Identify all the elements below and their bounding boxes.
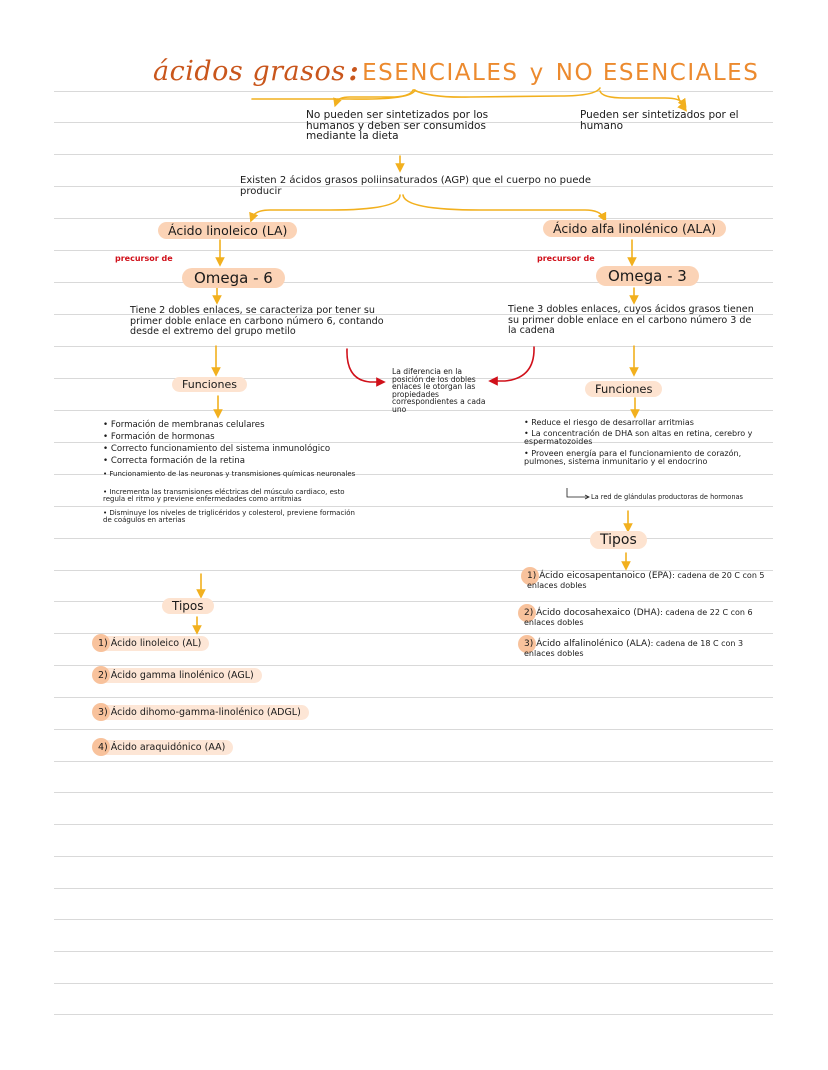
rule-line	[54, 538, 773, 539]
type-item-epa: 1) Ácido eicosapentanoico (EPA): cadena de 20 C con 5 enlaces dobles	[527, 571, 777, 590]
intro-text: Existen 2 ácidos grasos poliinsaturados (AGP) que el cuerpo no puede producir	[240, 175, 592, 197]
rule-line	[54, 154, 773, 155]
title-non-essential: NO ESENCIALES	[555, 60, 760, 86]
rule-line	[54, 91, 773, 92]
acid-ala-label: Ácido alfa linolénico (ALA)	[543, 220, 726, 237]
endocrine-note: La red de glándulas productoras de hormonas	[591, 493, 743, 501]
precursor-label-right: precursor de	[537, 254, 595, 263]
function-item: • Reduce el riesgo de desarrollar arritmias	[524, 418, 694, 427]
title-main: ácidos grasos	[153, 56, 346, 87]
type-item-al: 1) Ácido linoleico (AL)	[98, 638, 201, 649]
function-item: • Funcionamiento de las neuronas y transmisiones químicas neuronales	[103, 470, 356, 478]
rule-line	[54, 761, 773, 762]
omega-6-label: Omega - 6	[182, 268, 285, 288]
rule-line	[54, 697, 773, 698]
rule-line	[54, 1014, 773, 1015]
title-conj: y	[529, 60, 545, 86]
acid-la-label: Ácido linoleico (LA)	[158, 222, 297, 239]
rule-line	[54, 346, 773, 347]
rule-line	[54, 951, 773, 952]
precursor-label-left: precursor de	[115, 254, 173, 263]
difference-note: La diferencia en la posición de los dobles enlaces le otorgan las propiedades correspondientes a cada uno	[392, 367, 486, 414]
functions-title-left: Funciones	[172, 377, 247, 392]
types-title-right: Tipos	[590, 531, 647, 549]
omega-3-label: Omega - 3	[596, 266, 699, 286]
rule-line	[54, 665, 773, 666]
title-essential: ESENCIALES	[362, 60, 519, 86]
title-colon: :	[348, 56, 360, 87]
rule-line	[54, 983, 773, 984]
rule-line	[54, 856, 773, 857]
type-item-adgl: 3) Ácido dihomo-gamma-linolénico (ADGL)	[98, 707, 301, 718]
function-item: • Correcto funcionamiento del sistema inmunológico	[103, 444, 331, 454]
function-item: • La concentración de DHA son altas en retina, cerebro y espermatozoides	[524, 429, 753, 446]
functions-title-right: Funciones	[585, 381, 662, 397]
types-title-left: Tipos	[162, 598, 214, 614]
function-item: • Correcta formación de la retina	[103, 456, 245, 466]
rule-line	[54, 919, 773, 920]
functions-list-right	[524, 419, 764, 469]
type-item-agl: 2) Ácido gamma linolénico (AGL)	[98, 670, 254, 681]
rule-line	[54, 633, 773, 634]
function-item: • Disminuye los niveles de triglicéridos y colesterol, previene formación de coágulos en arterias	[103, 508, 355, 524]
rule-line	[54, 888, 773, 889]
type-item-ala: 3) Ácido alfalinolénico (ALA): cadena de 18 C con 3 enlaces dobles	[524, 639, 774, 658]
rule-line	[54, 729, 773, 730]
essential-definition: No pueden ser sintetizados por los humanos y deben ser consumidos mediante la dieta	[306, 109, 489, 142]
rule-line	[54, 250, 773, 251]
function-item: • Formación de membranas celulares	[103, 420, 265, 430]
type-item-dha: 2) Ácido docosahexaico (DHA): cadena de 22 C con 6 enlaces dobles	[524, 608, 774, 627]
omega-3-description: Tiene 3 dobles enlaces, cuyos ácidos grasos tienen su primer doble enlace en el carbono número 3 de la cadena	[508, 304, 754, 336]
function-item: • Incrementa las transmisiones eléctricas del músculo cardiaco, esto regula el ritmo y previene enfermedades como arritmias	[103, 487, 345, 503]
function-item: • Formación de hormonas	[103, 432, 215, 442]
type-item-aa: 4) Ácido araquidónico (AA)	[98, 742, 225, 753]
page-title	[153, 56, 759, 87]
rule-line	[54, 824, 773, 825]
functions-list-left	[103, 421, 363, 528]
rule-line	[54, 218, 773, 219]
omega-6-description: Tiene 2 dobles enlaces, se caracteriza por tener su primer doble enlace en carbono número 6, contando desde el extremo del grupo metilo	[130, 305, 384, 337]
non-essential-definition: Pueden ser sintetizados por el humano	[580, 109, 739, 132]
function-item: • Proveen energía para el funcionamiento de corazón, pulmones, sistema inmunitario y el endocrino	[524, 449, 742, 466]
rule-line	[54, 792, 773, 793]
